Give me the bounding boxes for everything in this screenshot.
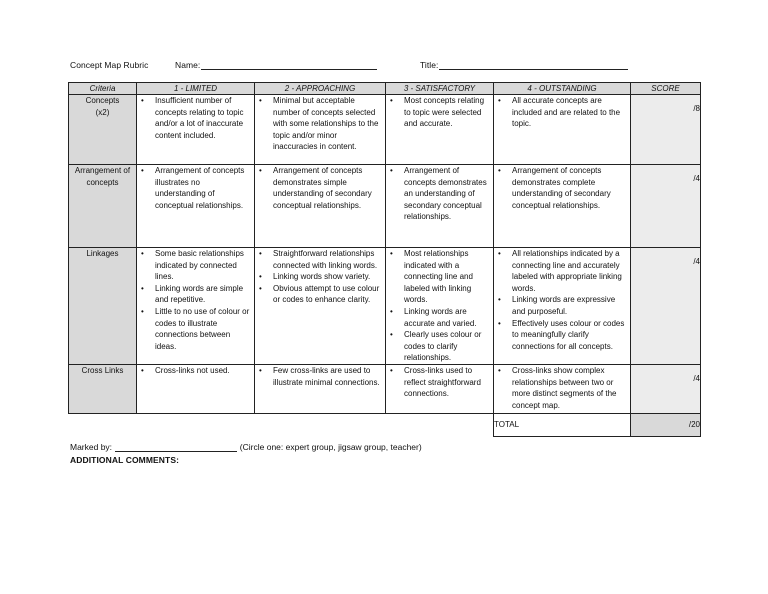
list-item: • Obvious attempt to use colour or codes to enhance clarity.	[255, 283, 385, 306]
bullet-list	[255, 165, 385, 211]
table-row	[69, 248, 701, 365]
satisfactory-cell	[386, 364, 494, 413]
satisfactory-cell	[386, 165, 494, 248]
marked-by-line	[70, 442, 422, 452]
column-header-outstanding: 4 - OUTSTANDING	[494, 83, 631, 95]
satisfactory-cell	[386, 95, 494, 165]
approaching-cell	[255, 364, 386, 413]
bullet-list	[494, 165, 630, 211]
bullet-list	[386, 248, 493, 364]
limited-cell	[137, 165, 255, 248]
score-value: /8	[693, 104, 700, 113]
table-row	[69, 364, 701, 413]
score-cell[interactable]	[631, 95, 701, 165]
rubric-title: Concept Map Rubric	[70, 60, 149, 70]
bullet-list	[494, 248, 630, 352]
column-header-approaching: 2 - APPROACHING	[255, 83, 386, 95]
bullet-list	[137, 165, 254, 211]
name-field[interactable]	[175, 60, 377, 70]
bullet-list	[386, 365, 493, 400]
score-cell[interactable]	[631, 248, 701, 365]
bullet-list	[494, 365, 630, 411]
total-label: TOTAL	[494, 413, 631, 436]
limited-cell	[137, 248, 255, 365]
marked-by-blank-line[interactable]	[115, 443, 237, 452]
limited-cell	[137, 364, 255, 413]
score-cell[interactable]	[631, 364, 701, 413]
total-row-spacer	[69, 413, 494, 436]
score-value: /4	[693, 174, 700, 183]
list-item: • Some basic relationships indicated by connected lines.	[137, 248, 254, 283]
list-item: • Most concepts relating to topic were selected and accurate.	[386, 95, 493, 130]
score-value: /4	[693, 257, 700, 266]
list-item: • Clearly uses colour or codes to clarify relationships.	[386, 329, 493, 364]
name-blank-line[interactable]	[201, 61, 377, 70]
list-item: • Cross-links used to reflect straightforward connections.	[386, 365, 493, 400]
bullet-list	[386, 165, 493, 223]
list-item: • Cross-links show complex relationships between two or more distinct segments of the concept map.	[494, 365, 630, 411]
total-score-cell[interactable]: /20	[631, 413, 701, 436]
bullet-list	[255, 95, 385, 153]
list-item: • Linking words are accurate and varied.	[386, 306, 493, 329]
title-label: Title:	[420, 60, 439, 70]
total-row	[69, 413, 701, 436]
list-item: • Linking words are expressive and purposeful.	[494, 294, 630, 317]
criteria-cell: Concepts (x2)	[69, 95, 137, 165]
outstanding-cell	[494, 364, 631, 413]
score-cell[interactable]	[631, 165, 701, 248]
list-item: • All accurate concepts are included and are related to the topic.	[494, 95, 630, 130]
table-row	[69, 95, 701, 165]
criteria-cell: Cross Links	[69, 364, 137, 413]
satisfactory-cell	[386, 248, 494, 365]
bullet-list	[255, 248, 385, 306]
approaching-cell	[255, 165, 386, 248]
list-item: • Little to no use of colour or codes to illustrate connections between ideas.	[137, 306, 254, 352]
bullet-list	[137, 248, 254, 352]
list-item: • Linking words show variety.	[255, 271, 385, 283]
limited-cell	[137, 95, 255, 165]
title-field[interactable]	[420, 60, 628, 70]
title-blank-line[interactable]	[439, 61, 628, 70]
list-item: • Straightforward relationships connected with linking words.	[255, 248, 385, 271]
bullet-list	[137, 95, 254, 141]
list-item: • Arrangement of concepts illustrates no understanding of conceptual relationships.	[137, 165, 254, 211]
list-item: • Linking words are simple and repetitive.	[137, 283, 254, 306]
list-item: • Effectively uses colour or codes to meaningfully clarify connections for all concepts.	[494, 318, 630, 353]
rubric-table	[68, 82, 701, 437]
column-header-satisfactory: 3 - SATISFACTORY	[386, 83, 494, 95]
circle-one-note: (Circle one: expert group, jigsaw group, teacher)	[239, 442, 422, 452]
table-row	[69, 165, 701, 248]
column-header-score: SCORE	[631, 83, 701, 95]
score-value: /4	[693, 373, 700, 383]
bullet-list	[137, 365, 254, 377]
list-item: • Cross-links not used.	[137, 365, 254, 377]
list-item: • Few cross-links are used to illustrate minimal connections.	[255, 365, 385, 388]
column-header-criteria: Criteria	[69, 83, 137, 95]
criteria-cell: Arrangement of concepts	[69, 165, 137, 248]
bullet-list	[255, 365, 385, 388]
list-item: • Insufficient number of concepts relating to topic and/or a lot of inaccurate content included.	[137, 95, 254, 141]
approaching-cell	[255, 95, 386, 165]
bullet-list	[494, 95, 630, 130]
outstanding-cell	[494, 95, 631, 165]
list-item: • All relationships indicated by a connecting line and accurately labeled with appropriate linking words.	[494, 248, 630, 294]
outstanding-cell	[494, 165, 631, 248]
list-item: • Minimal but acceptable number of concepts selected with some relationships to the topic and/or minor inaccuracies in content.	[255, 95, 385, 153]
list-item: • Arrangement of concepts demonstrates an understanding of secondary conceptual relationships.	[386, 165, 493, 223]
list-item: • Arrangement of concepts demonstrates complete understanding of secondary conceptual relationships.	[494, 165, 630, 211]
name-label: Name:	[175, 60, 201, 70]
criteria-cell: Linkages	[69, 248, 137, 365]
marked-by-label: Marked by:	[70, 442, 113, 452]
column-header-limited: 1 - LIMITED	[137, 83, 255, 95]
list-item: • Most relationships indicated with a connecting line and labeled with linking words.	[386, 248, 493, 306]
additional-comments-label: ADDITIONAL COMMENTS:	[70, 455, 180, 465]
bullet-list	[386, 95, 493, 130]
table-header-row	[69, 83, 701, 95]
approaching-cell	[255, 248, 386, 365]
list-item: • Arrangement of concepts demonstrates simple understanding of secondary conceptual relationships.	[255, 165, 385, 211]
outstanding-cell	[494, 248, 631, 365]
